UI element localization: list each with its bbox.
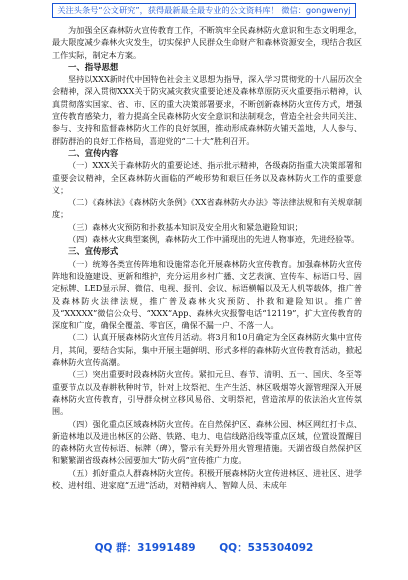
qq-number: QQ：535304092 (219, 542, 314, 554)
paragraph: （三）森林火灾预防和扑救基本知识及安全用火和紧急避险知识； (68, 221, 303, 232)
section-heading-forms: 三、宣传形式 (68, 246, 119, 257)
document-body (52, 24, 362, 491)
paragraph: （四）森林火灾典型案例，森林防火工作中涌现出的先进人物事迹，先进经验等。 (68, 234, 360, 245)
paragraph: （五）抓好重点人群森林防火宣传。积极开展森林防火宣传进林区、进社区、进学校、进村组、进家庭“五进”活动，对精神病人、智障人员、未成年 (52, 467, 362, 490)
intro-paragraph: 为加强全区森林防火宣传教育工作，不断筑牢全民森林防火意识和生态文明理念，最大限度减少森林火灾发生，切实保护人民群众生命财产和森林资源安全，现结合我区工作实际，制定本方案。 (52, 25, 362, 60)
paragraph: （四）强化重点区域森林防火宣传。在自然保护区、森林公园、林区网红打卡点、新造林地以及进出林区的公路、铁路、电力、电信线路沿线等重点区域，位置设置醒目的森林防火宣传标语、标牌（碑），警示有关野外用火管理措施。天湖省级自然保护区和繁繁湖省级森林公园要加大“防火码”宣传推广力度。 (52, 418, 362, 466)
paragraph: （二）《森林法》《森林防火条例》《XX省森林防火办法》等法律法规和有关规章制度； (52, 197, 362, 220)
promo-banner: 关注头条号“公文研究”，获得最新最全最专业的公文资料库！ 微信：gongwenyj (52, 3, 356, 18)
paragraph: 坚持以XXX新时代中国特色社会主义思想为指导，深入学习贯彻党的十八届历次全会精神，深入贯彻XXX关于防灾减灾救灾重要论述及森林草原防灭火重要指示精神，认真贯彻落实国家、省、市、区的重大决策部署要求，不断创新森林防火宣传方式，增强宣传教育感染力，着力提高全民森林防火安全意识和法制观念，营造全社会共同关注、参与、支持和监督森林防火工作的良好氛围，推动形成森林防火铺天盖地，人人参与、群防群治的良好工作格局，喜迎党的“二十大”胜利召开。 (52, 74, 362, 146)
section-heading-guiding-ideology: 一、指导思想 (68, 61, 119, 72)
contact-footer (0, 540, 408, 555)
section-heading-content: 二、宣传内容 (68, 147, 119, 158)
paragraph: （三）突出重要时段森林防火宣传。紧扣元旦、春节、清明、五一、国庆、冬至等重要节点以及春耕秋种时节，针对上坟祭祀、生产生活、林区吸烟等火源管理深入开展森林防火宣传教育，引导群众树立移风易俗、文明祭祀，营造浓厚的依法治火宣传氛围。 (52, 369, 362, 417)
paragraph: （一）XXX关于森林防火的重要论述、指示批示精神，各级森防指重大决策部署和重要会议精神，全区森林防火面临的严峻形势和艰巨任务以及森林防火工作的重要意义； (52, 160, 362, 195)
paragraph: （一）统筹各类宣传阵地和设施常态化开展森林防火宣传教育。加强森林防火宣传阵地和设施建设、更新和维护，充分运用乡村广播、文艺表演、宣传车、标语口号、固定标牌、LED显示屏、微信、电视、报刊、会议、标语横幅以及无人机等载体，推广普及森林防火法律法规，推广普及森林火灾预防、扑救和避险知识。推广普及“XXXXX”微信公众号、“XXX”App、森林火灾报警电话“12119”，扩大宣传教育的深度和广度，确保全覆盖、零盲区，确保不漏一户、不落一人。 (52, 258, 362, 331)
qq-group-number: QQ 群：31991489 (94, 542, 196, 554)
paragraph: （二）认真开展森林防火宣传月活动。将3月和10月确定为全区森林防火集中宣传月，其间，要结合实际，集中开展主题鲜明、形式多样的森林防火宣传教育活动，掀起森林防火宣传高潮。 (52, 332, 362, 368)
